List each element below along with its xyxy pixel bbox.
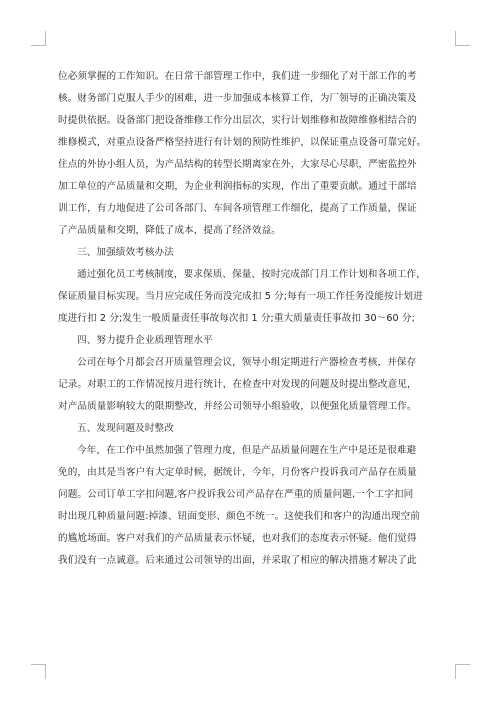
text-line: 我们没有一点诚意。后来通过公司领导的出面，并采取了相应的解决措施才解决了此 <box>58 555 417 566</box>
text-line: 了产品质量和交期，降低了成本，提高了经济效益。 <box>58 225 281 236</box>
text-line: 记录。对职工的工作情况按月进行统计，在检查中对发现的问题及时提出整改意见， <box>58 379 417 390</box>
section-heading: 四、努力提升企业质理管理水平 <box>77 335 213 346</box>
crop-mark-top-right <box>455 31 470 46</box>
text-line: 维修模式，对重点设备严格坚持进行有计划的预防性维护，以保证重点设备可靠完好。 <box>58 137 427 148</box>
text-line: 的尴尬场面。客户对我们的产品质量表示怀疑，也对我们的态度表示怀疑。他们觉得 <box>58 533 417 544</box>
text-line: 训工作，有力地促进了公司各部门、车间各项管理工作细化，提高了工作质量，保证 <box>58 203 417 214</box>
text-line: 今年，在工作中虽然加强了管理力度，但是产品质量问题在生产中是还是很难避 <box>77 445 417 456</box>
text-line: 通过强化员工考核制度，要求保质、保量、按时完成部门月工作计划和各项工作， <box>77 269 426 280</box>
text-line: 时出现几种质量问题:掉漆、钮面变形、颜色不统一。这使我们和客户的沟通出现空前 <box>58 511 420 522</box>
text-line: 问题。公司订单工字扣问题,客户投诉我公司产品存在严重的质量问题,一个工字扣同 <box>58 489 414 500</box>
text-line: 度进行扣 2 分;发生一般质量责任事故每次扣 1 分;重大质量责任事故扣 30～60 分; <box>58 313 415 324</box>
text-line: 公司在每个月都会召开质量管理会议，领导小组定期进行产器检查考核，并保存 <box>77 357 417 368</box>
text-line: 位必须掌握的工作知识。在日常干部管理工作中，我们进一步细化了对干部工作的考 <box>58 71 417 82</box>
document-body <box>58 66 446 572</box>
text-line: 核。财务部门克服人手少的困难，进一步加强成本核算工作，为厂领导的正确决策及 <box>58 93 417 104</box>
crop-mark-top-left <box>31 31 46 46</box>
crop-mark-bottom-right <box>455 664 470 679</box>
section-heading: 五、发现问题及时整改 <box>77 423 174 434</box>
text-line: 住点的外协小组人员，为产品结构的转型长期离家在外，大家尽心尽职，严密监控外 <box>58 159 417 170</box>
text-line: 免的，由其是当客户有大定单时候，据统计，今年，月份客户投诉我司产品存在质量 <box>58 467 417 478</box>
text-line: 对产品质量影响较大的限期整改，并经公司领导小组验收，以便强化质量管理工作。 <box>58 401 417 412</box>
text-line: 保证质量目标实现。当月应完成任务而没完成扣 5 分;每有一项工作任务没能按计划进 <box>58 291 423 302</box>
section-heading: 三、加强绩效考核办法 <box>77 247 174 258</box>
text-line: 加工单位的产品质量和交期，为企业利润指标的实现，作出了重要贡献。通过干部培 <box>58 181 417 192</box>
text-line: 时提供依据。设备部门把设备维修工作分出层次，实行计划维修和故障维修相结合的 <box>58 115 417 126</box>
crop-mark-bottom-left <box>31 664 46 679</box>
